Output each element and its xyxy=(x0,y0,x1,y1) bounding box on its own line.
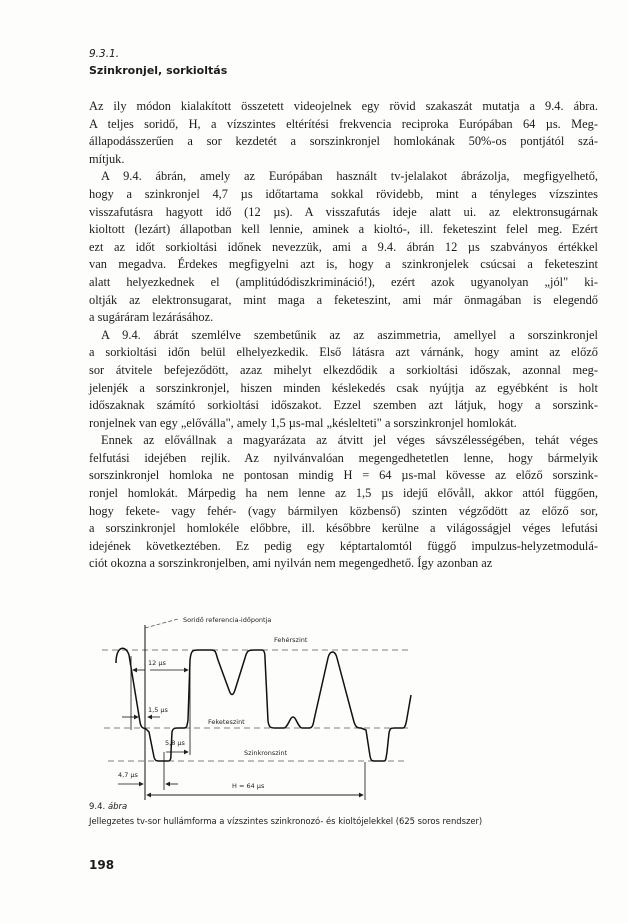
text-line: ciót okozna a sorszinkronjelben, ami nyilván nem megengedhető. Így azonban az xyxy=(89,556,493,571)
paragraph xyxy=(89,327,598,433)
text-line: ezt az időt sorkioltási időnek nevezzük, ami a 9.4. ábrán 12 µs szabványos értékkel xyxy=(89,239,598,254)
page-number: 198 xyxy=(89,858,115,872)
dim-15-label: 1,5 µs xyxy=(148,706,168,714)
text-line: a sugáráram lezárásához. xyxy=(89,310,214,325)
reference-leader xyxy=(145,619,178,628)
paragraph xyxy=(89,168,598,326)
text-line: jelenjék a sorszinkronjel, hiszen minden késlekedés csak nyújtja az egyébként is holt xyxy=(89,380,598,395)
dim-12-label: 12 µs xyxy=(148,659,166,667)
caption-word: ábra xyxy=(107,802,128,812)
paragraph xyxy=(89,432,598,573)
body-text xyxy=(89,98,598,573)
text-line: ronjelnek van egy „előválla", amely 1,5 µs-mal „késlelteti" a sorszinkronjel homlokát. xyxy=(89,415,517,430)
text-line: sor átvitele befejeződött, azaz mihelyt elkezdődik a sorkioltási időszak, azonnal meg- xyxy=(89,362,598,377)
dim-47-label: 4,7 µs xyxy=(118,771,138,779)
text-line: a sorkioltási időn belül elhelyezkedik. Első látásra azt várnánk, hogy amint az előző xyxy=(89,345,598,360)
text-line: hogy a szinkronjel 4,7 µs időtartama sokkal rövidebb, mint a tényleges vízszintes xyxy=(89,186,598,201)
text-line: A 9.4. ábrán, amely az Európában használt tv-jelalakot ábrázolja, megfigyelhető, xyxy=(101,169,598,184)
text-line: ronjel homlokát. Márpedig ha nem lenne az 1,5 µs idejű elővåll, akkor attól függően, xyxy=(89,486,598,501)
text-line: időszaknak számító sorkioltási időszakot. Ezzel szemben azt látjuk, hogy a sorszink- xyxy=(89,398,598,413)
waveform-diagram xyxy=(0,600,628,805)
section-title: Szinkronjel, sorkioltás xyxy=(89,64,228,77)
text-line: Az ily módon kialakított összetett videojelnek egy rövid szakaszát mutatja a 9.4. ábra. xyxy=(89,99,598,113)
text-line: A 9.4. ábrát szemlélve szembetűnik az az aszimmetria, amellyel a sorszinkronjel xyxy=(101,327,598,342)
text-line: A teljes soridő, H, a vízszintes eltérítési frekvencia reciproka Európában 64 µs. Meg- xyxy=(89,116,598,131)
figure-caption-number xyxy=(89,802,127,812)
text-line: Ennek az elővállnak a magyarázata az átvitt jel véges sávszélességében, tehát véges xyxy=(101,433,598,448)
dim-h-label: H = 64 µs xyxy=(232,782,265,790)
white-level-label: Fehérszint xyxy=(274,636,308,644)
black-level-label: Feketeszint xyxy=(208,718,245,726)
text-line: állapodásszerűen a sor kezdetét a sorszinkronjel homlokának 50%-os pontjától szá- xyxy=(89,134,598,149)
text-line: kioltott (lezárt) állapotban kell lennie, aminek a kioltó-, ill. feketeszint felel meg. Ezért xyxy=(89,222,598,237)
text-line: visszafutásra hagyott idő (12 µs). A visszafutás ideje alatt ui. az elektronsugárnak xyxy=(89,204,598,219)
text-line: sorszinkronjel homloka ne pontosan mindig H = 64 µs-mal kövesse az előző sorszink- xyxy=(89,468,598,483)
text-line: alatt helyezkednek el (amplitúdódiszkrimináció!), ezért azok ugyanolyan „jól" ki- xyxy=(89,274,598,289)
figure-caption-text: Jellegzetes tv-sor hullámforma a vízszintes szinkronozó- és kioltójelekkel (625 soros rendszer) xyxy=(89,816,483,826)
text-line: van megadva. Érdekes megfigyelni azt is, hogy a szinkronjelek csúcsai a feketeszint xyxy=(89,257,598,272)
paragraph xyxy=(89,98,598,168)
section-number: 9.3.1. xyxy=(89,48,120,60)
text-line: mítjuk. xyxy=(89,151,125,166)
text-line: idejének következtében. Ez pedig egy képtartalomtól függő impulzus-helyzetmodulá- xyxy=(89,538,598,553)
text-line: oltják az elektronsugarat, mint maga a feketeszint, ami már önmagában is elegendő xyxy=(89,292,598,307)
text-line: hogy fekete- vagy fehér- (vagy bármilyen közbenső) szinten végződött az előző sor, xyxy=(89,503,598,518)
sync-level-label: Szinkronszint xyxy=(244,749,288,757)
reference-label: Soridő referencia-időpontja xyxy=(183,616,272,624)
text-line: a sorszinkronjel homlokéle előbbre, ill. későbbre kerülne a világosságjel véges lefutási xyxy=(89,521,598,536)
dim-58-label: 5,8 µs xyxy=(165,739,185,747)
text-line: felfutási idejében rejlik. Az nyilvánvalóan megengedhetetlen lenne, hogy bármelyik xyxy=(89,450,598,465)
caption-number: 9.4. xyxy=(89,802,106,812)
